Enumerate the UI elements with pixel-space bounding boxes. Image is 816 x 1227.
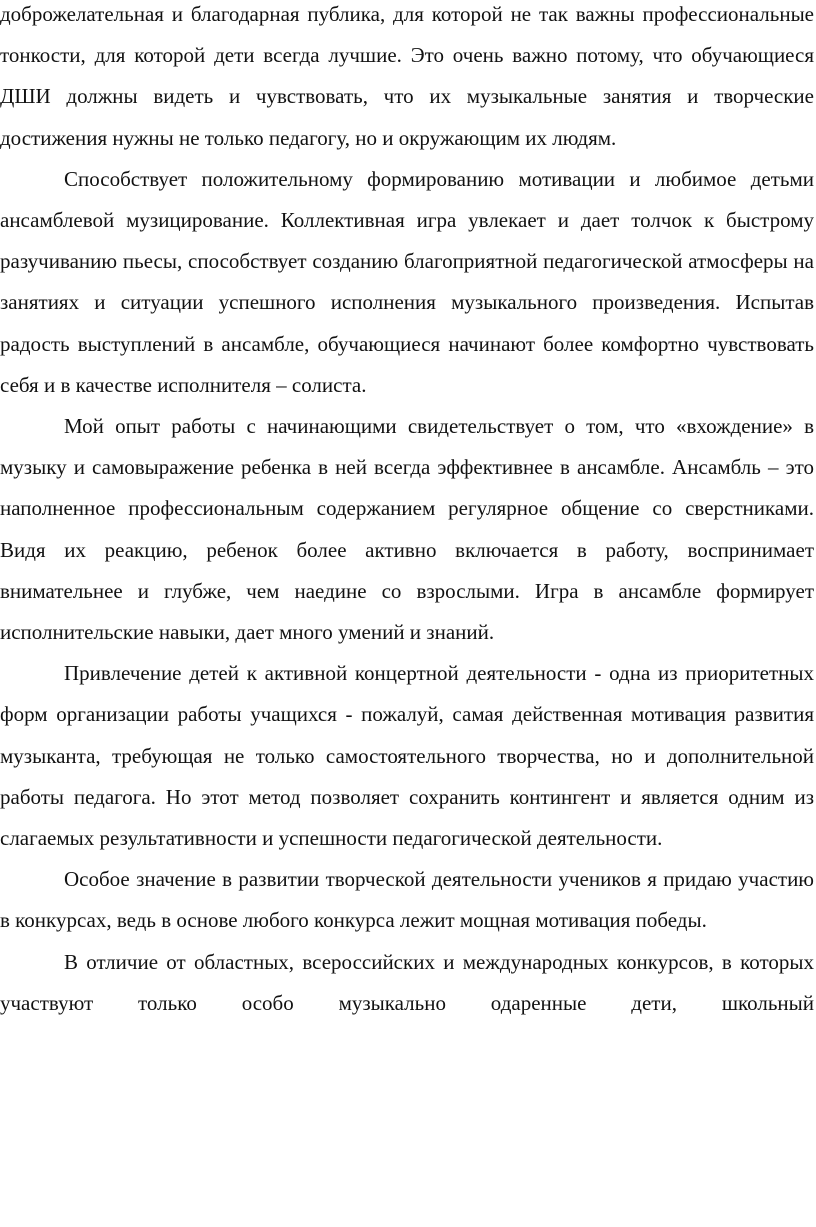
paragraph: Мой опыт работы с начинающими свидетельствует о том, что «вхождение» в музыку и самовыражение ребенка в ней всегда эффективнее в ансамбле. Ансамбль – это наполненное профессиональным содержанием регулярное общение со сверстниками. Видя их реакцию, ребенок более активно включается в работу, воспринимает внимательнее и глубже, чем наедине со взрослыми. Игра в ансамбле формирует исполнительские навыки, дает много умений и знаний. <box>0 414 814 645</box>
paragraph: Особое значение в развитии творческой деятельности учеников я придаю участию в конкурсах, ведь в основе любого конкурса лежит мощная мотивация победы. <box>0 867 814 933</box>
paragraph: Способствует положительному формированию мотивации и любимое детьми ансамблевой музицирование. Коллективная игра увлекает и дает толчок к быстрому разучиванию пьесы, способствует созданию благоприятной педагогической атмосферы на занятиях и ситуации успешного исполнения музыкального произведения. Испытав радость выступлений в ансамбле, обучающиеся начинают более комфортно чувствовать себя и в качестве исполнителя – солиста. <box>0 166 814 397</box>
paragraph: В отличие от областных, всероссийских и международных конкурсов, в которых участвуют только особо музыкально одаренные дети, школьный <box>0 949 814 1015</box>
paragraph: доброжелательная и благодарная публика, для которой не так важны профессиональные тонкости, для которой дети всегда лучшие. Это очень важно потому, что обучающиеся ДШИ должны видеть и чувствовать, что их музыкальные занятия и творческие достижения нужны не только педагогу, но и окружающим их людям. <box>0 2 814 150</box>
paragraph: Привлечение детей к активной концертной деятельности - одна из приоритетных форм организации работы учащихся - пожалуй, самая действенная мотивация развития музыканта, требующая не только самостоятельного творчества, но и дополнительной работы педагога. Но этот метод позволяет сохранить контингент и является одним из слагаемых результативности и успешности педагогической деятельности. <box>0 661 814 851</box>
